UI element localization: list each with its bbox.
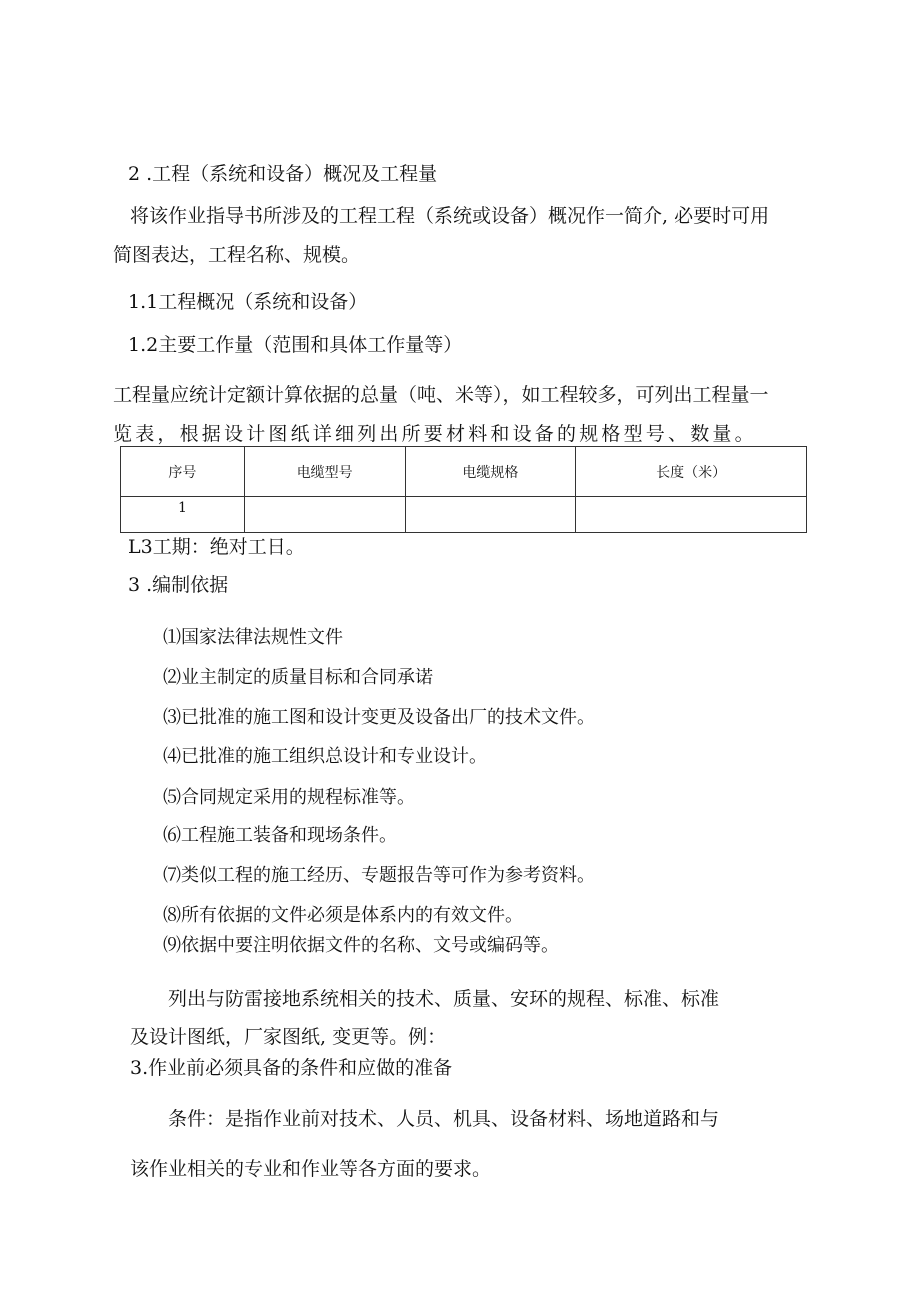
table-cell bbox=[405, 497, 576, 533]
basis-item: ⑺类似工程的施工经历、专题报告等可作为参考资料。 bbox=[163, 865, 595, 886]
quantity-paragraph-line-1: 工程量应统计定额计算依据的总量（吨、米等），如工程较多，可列出工程量一 bbox=[113, 384, 769, 406]
cable-table bbox=[120, 446, 807, 533]
conditions-line-2: 该作业相关的专业和作业等各方面的要求。 bbox=[130, 1158, 492, 1180]
basis-item: ⑹工程施工装备和现场条件。 bbox=[163, 825, 397, 846]
table-cell bbox=[244, 497, 405, 533]
table-cell bbox=[576, 497, 807, 533]
reference-note-line-1: 列出与防雷接地系统相关的技术、质量、安环的规程、标准、标准 bbox=[168, 988, 720, 1010]
section-3-heading: 3 .编制依据 bbox=[128, 574, 229, 596]
basis-item: ⑵业主制定的质量目标和合同承诺 bbox=[163, 667, 433, 688]
basis-item: ⑻所有依据的文件必须是体系内的有效文件。 bbox=[163, 905, 523, 926]
section-2-intro-line-2: 简图表达，工程名称、规模。 bbox=[113, 244, 361, 266]
basis-item: ⑴国家法律法规性文件 bbox=[163, 627, 343, 648]
table-header-cell: 长度（米） bbox=[576, 447, 807, 497]
basis-item: ⑷已批准的施工组织总设计和专业设计。 bbox=[163, 746, 487, 767]
section-2-intro-line-1: 将该作业指导书所涉及的工程工程（系统或设备）概况作一简介, 必要时可用 bbox=[130, 205, 770, 227]
subsection-1-3: L3工期：绝对工日。 bbox=[128, 536, 305, 558]
section-4-heading: 3.作业前必须具备的条件和应做的准备 bbox=[130, 1057, 453, 1079]
table-header-row bbox=[121, 447, 807, 497]
basis-item: ⑶已批准的施工图和设计变更及设备出厂的技术文件。 bbox=[163, 707, 595, 728]
table-header-cell: 电缆规格 bbox=[405, 447, 576, 497]
section-2-heading: 2 .工程（系统和设备）概况及工程量 bbox=[128, 163, 438, 185]
table-header-cell: 序号 bbox=[121, 447, 245, 497]
conditions-line-1: 条件：是指作业前对技术、人员、机具、设备材料、场地道路和与 bbox=[168, 1108, 720, 1130]
quantity-paragraph-line-2: 览表，根据设计图纸详细列出所要材料和设备的规格型号、数量。 bbox=[113, 423, 757, 445]
table-row bbox=[121, 497, 807, 533]
basis-item: ⑸合同规定采用的规程标准等。 bbox=[163, 787, 415, 808]
reference-note-line-2: 及设计图纸，厂家图纸, 变更等。例： bbox=[130, 1026, 447, 1048]
subsection-1-2: 1.2主要工作量（范围和具体工作量等） bbox=[128, 334, 463, 356]
basis-item: ⑼依据中要注明依据文件的名称、文号或编码等。 bbox=[163, 935, 559, 956]
table-cell: 1 bbox=[121, 497, 245, 533]
table-header-cell: 电缆型号 bbox=[244, 447, 405, 497]
subsection-1-1: 1.1工程概况（系统和设备） bbox=[128, 291, 368, 313]
